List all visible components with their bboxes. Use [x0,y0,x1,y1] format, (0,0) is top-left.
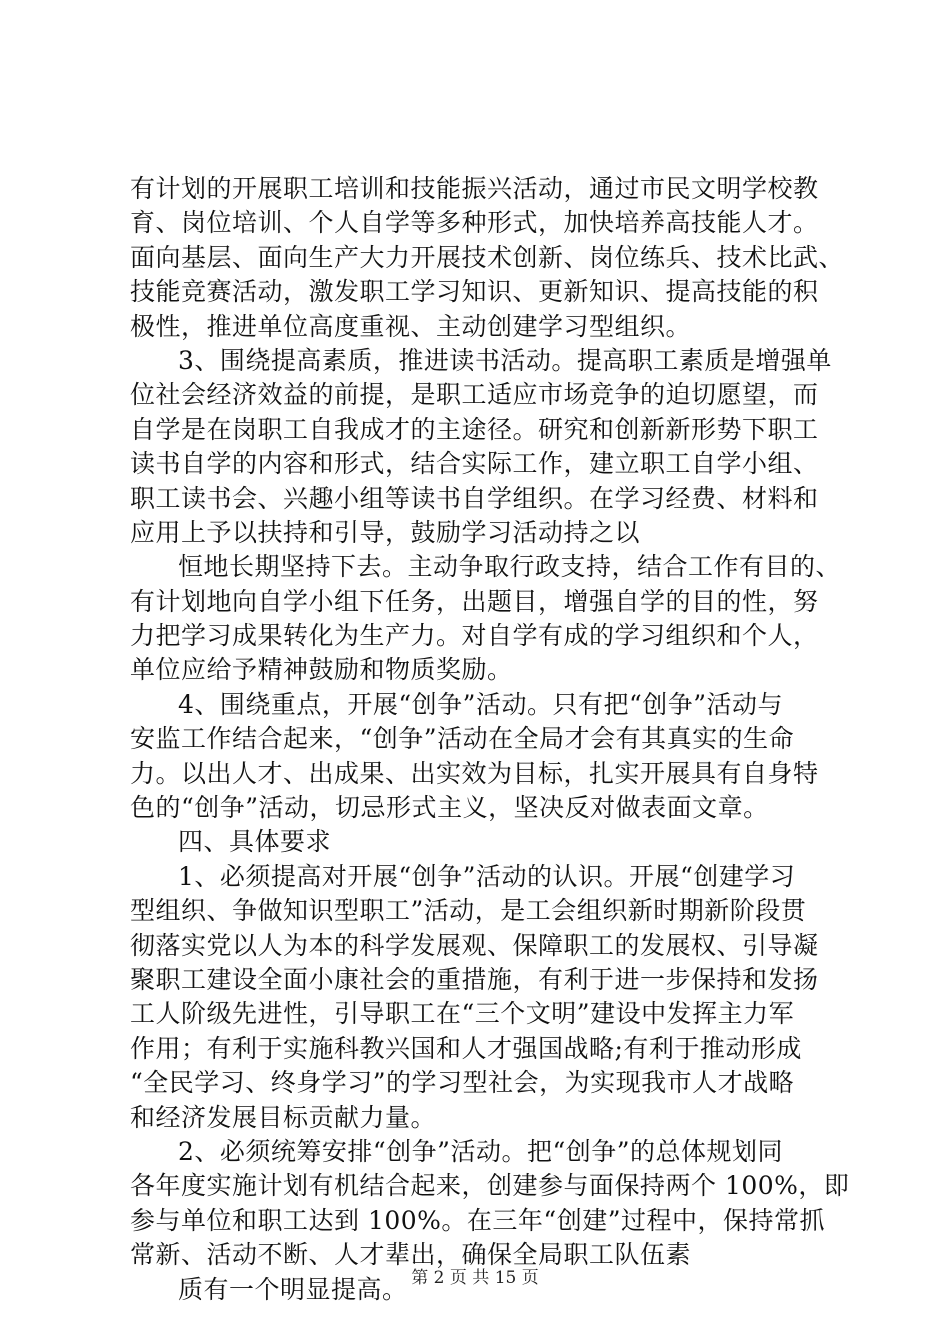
page-footer: 第 2 页 共 15 页 [411,1268,539,1288]
text-line: 应用上予以扶持和引导，鼓励学习活动持之以 [130,517,641,547]
text-line: 常新、活动不断、人才辈出，确保全局职工队伍素 [130,1240,692,1270]
text-line: 极性，推进单位高度重视、主动创建学习型组织。 [130,311,692,341]
text-line: 自学是在岗职工自我成才的主途径。研究和创新新形势下职工 [130,414,819,444]
text-line: 和经济发展目标贡献力量。 [130,1102,437,1132]
text-line: 工人阶级先进性，引导职工在“三个文明”建设中发挥主力军 [130,999,795,1029]
text-line: 位社会经济效益的前提，是职工适应市场竞争的迫切愿望，而 [130,380,819,410]
text-line: 四、具体要求 [178,827,332,857]
text-line: 彻落实党以人为本的科学发展观、保障职工的发展权、引导凝 [130,930,819,960]
text-line: 1、必须提高对开展“创争”活动的认识。开展“创建学习 [178,861,796,891]
text-line: 面向基层、面向生产大力开展技术创新、岗位练兵、技术比武、 [130,242,845,272]
text-line: 技能竞赛活动，激发职工学习知识、更新知识、提高技能的积 [130,277,819,307]
text-line: 恒地长期坚持下去。主动争取行政支持，结合工作有目的、 [178,552,842,582]
text-line: 色的“创争”活动，切忌形式主义，坚决反对做表面文章。 [130,793,769,823]
text-line: 型组织、争做知识型职工”活动，是工会组织新时期新阶段贯 [130,896,807,926]
text-line: 读书自学的内容和形式，结合实际工作，建立职工自学小组、 [130,449,819,479]
text-line: 安监工作结合起来，“创争”活动在全局才会有其真实的生命 [130,724,795,754]
text-line: “全民学习、终身学习”的学习型社会，为实现我市人才战略 [130,1068,795,1098]
text-line: 力把学习成果转化为生产力。对自学有成的学习组织和个人， [130,621,819,651]
text-line: 育、岗位培训、个人自学等多种形式，加快培养高技能人才。 [130,208,819,238]
document-body [130,172,850,1307]
text-line: 有计划的开展职工培训和技能振兴活动，通过市民文明学校教 [130,174,819,203]
text-line: 参与单位和职工达到 100%。在三年“创建”过程中，保持常抓 [130,1205,825,1235]
text-line: 各年度实施计划有机结合起来，创建参与面保持两个 100%，即 [130,1171,850,1201]
text-line: 聚职工建设全面小康社会的重措施，有利于进一步保持和发扬 [130,964,819,994]
text-line: 职工读书会、兴趣小组等读书自学组织。在学习经费、材料和 [130,483,819,513]
text-line: 力。以出人才、出成果、出实效为目标，扎实开展具有自身特 [130,758,819,788]
text-line: 质有一个明显提高。 [178,1274,408,1304]
text-line: 2、必须统筹安排“创争”活动。把“创争”的总体规划同 [178,1136,784,1166]
text-line: 3、围绕提高素质，推进读书活动。提高职工素质是增强单 [178,345,832,375]
text-line: 4、围绕重点，开展“创争”活动。只有把“创争”活动与 [178,689,784,719]
text-line: 单位应给予精神鼓励和物质奖励。 [130,655,513,685]
text-line: 作用；有利于实施科教兴国和人才强国战略;有利于推动形成 [130,1033,802,1063]
text-line: 有计划地向自学小组下任务，出题目，增强自学的目的性，努 [130,586,819,616]
